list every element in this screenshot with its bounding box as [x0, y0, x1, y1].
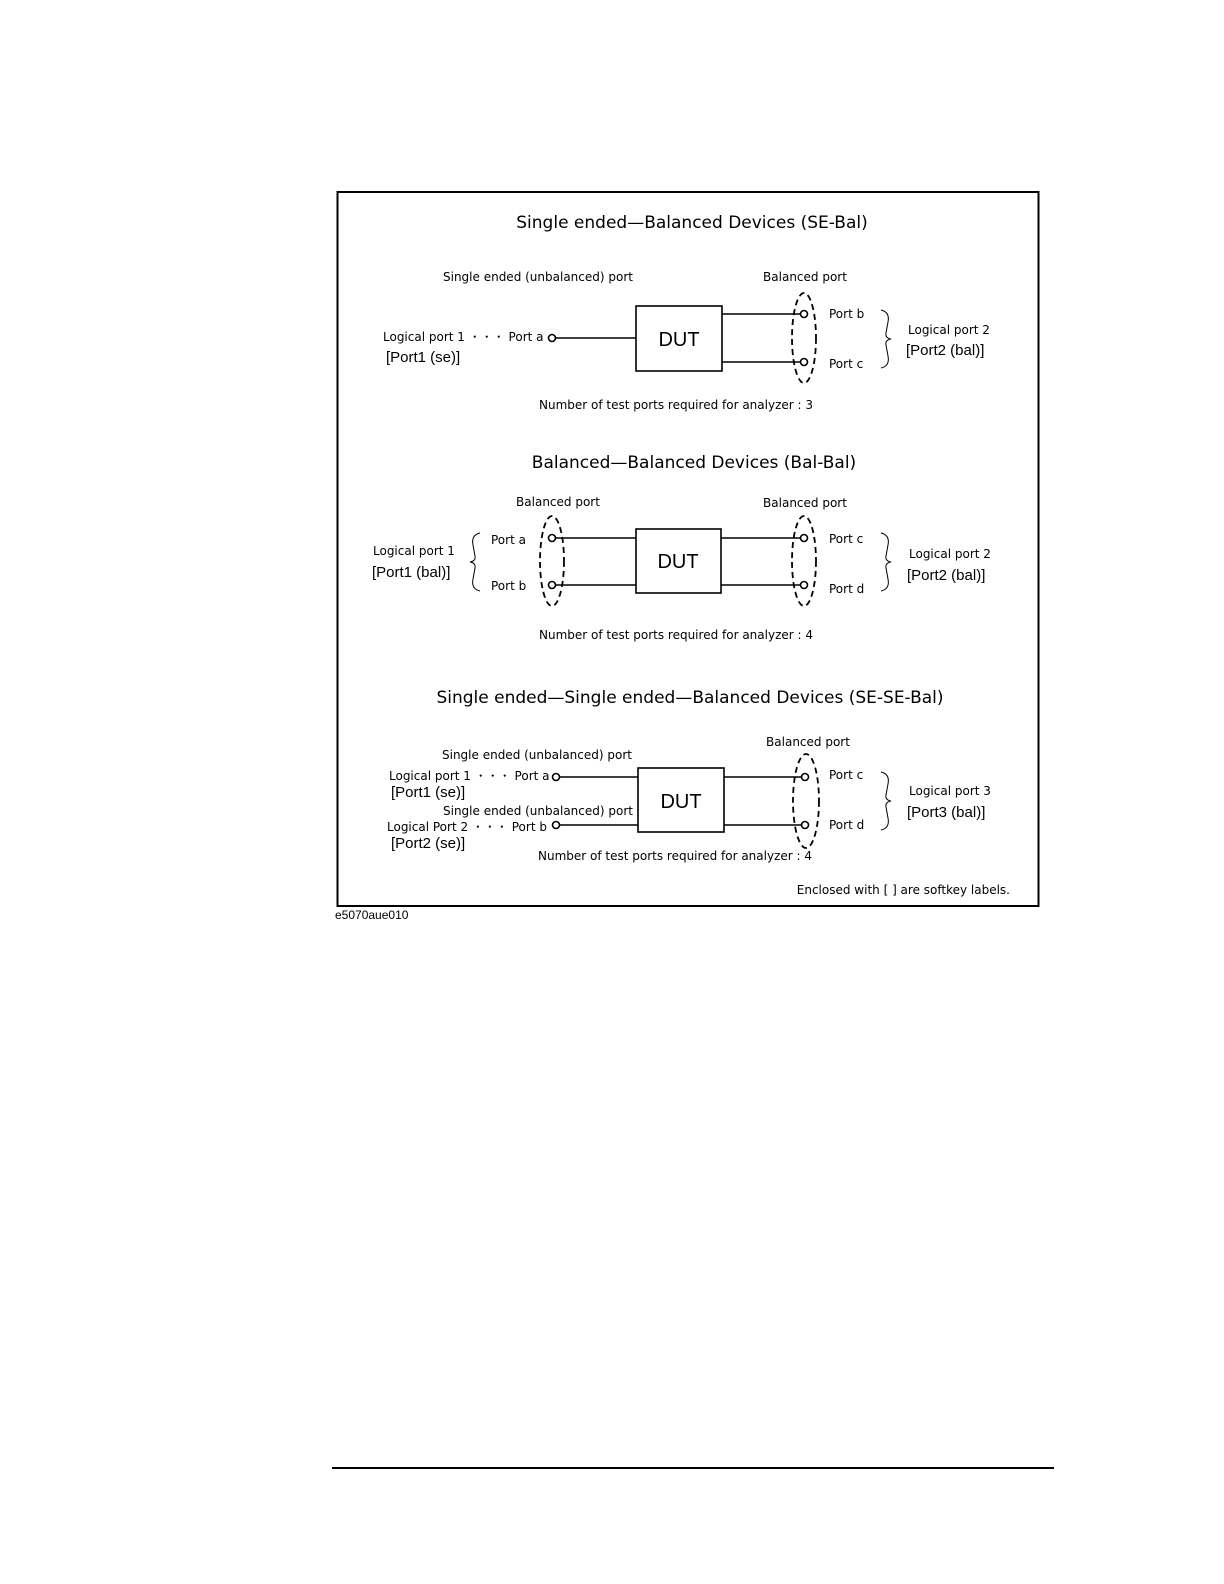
port-c-label: Port c: [829, 357, 864, 371]
terminal-port-c: [801, 535, 808, 542]
test-ports-note: Number of test ports required for analyzer : 4: [537, 849, 813, 863]
section-title: Single ended—Balanced Devices (SE-Bal): [516, 213, 868, 233]
terminal-port-b: [549, 582, 556, 589]
balanced-port-ellipse: [792, 293, 816, 383]
right-brace: [881, 772, 891, 830]
terminal-port-a: [553, 774, 560, 781]
port-b-label: Port b: [491, 579, 527, 593]
right-port-header: Balanced port: [763, 270, 847, 284]
port-b-label: Port b: [829, 307, 865, 321]
terminal-port-d: [802, 822, 809, 829]
dut-label: DUT: [660, 791, 702, 813]
right-brace: [881, 310, 891, 368]
port-d-label: Port d: [829, 818, 865, 832]
right-logical-port: Logical port 2: [909, 547, 991, 561]
terminal-port-b: [553, 822, 560, 829]
dut-label: DUT: [657, 551, 699, 573]
section-title: Balanced—Balanced Devices (Bal-Bal): [531, 453, 857, 473]
section-bal-bal: [372, 453, 991, 642]
balanced-port-ellipse: [793, 754, 819, 848]
section-title: Single ended—Single ended—Balanced Devices (SE-SE-Bal): [436, 688, 944, 708]
dut-label: DUT: [658, 329, 700, 351]
terminal-port-b: [801, 311, 808, 318]
right-softkey-label: [Port2 (bal)]: [907, 567, 986, 584]
terminal-port-c: [801, 359, 808, 366]
port-c-label: Port c: [829, 532, 864, 546]
left-brace: [470, 533, 480, 591]
port-d-label: Port d: [829, 582, 865, 596]
right-port-header: Balanced port: [763, 496, 847, 510]
test-ports-note: Number of test ports required for analyzer : 3: [538, 398, 814, 412]
right-softkey-label: [Port3 (bal)]: [907, 804, 986, 821]
terminal-port-c: [802, 774, 809, 781]
section-se-se-bal: [387, 688, 991, 863]
right-port-header: Balanced port: [766, 735, 850, 749]
left-softkey-label-bottom: [Port2 (se)]: [391, 835, 466, 852]
balanced-port-ellipse-left: [540, 516, 564, 606]
right-logical-port: Logical port 2: [908, 323, 990, 337]
terminal-port-a: [549, 335, 556, 342]
right-logical-port: Logical port 3: [909, 784, 991, 798]
left-port-header-bottom: Single ended (unbalanced) port: [443, 804, 633, 818]
left-logical-port: Logical port 1 ・・・ Port a: [383, 330, 544, 344]
terminal-port-d: [801, 582, 808, 589]
left-port-header: Balanced port: [516, 495, 600, 509]
balanced-port-ellipse-right: [792, 516, 816, 606]
section-se-bal: [383, 213, 990, 412]
left-softkey-label: [Port1 (se)]: [386, 349, 461, 366]
right-brace: [881, 533, 891, 591]
left-port-header-top: Single ended (unbalanced) port: [442, 748, 632, 762]
right-softkey-label: [Port2 (bal)]: [906, 342, 985, 359]
left-port-header: Single ended (unbalanced) port: [443, 270, 633, 284]
port-a-label: Port a: [491, 533, 526, 547]
softkey-note: Enclosed with [ ] are softkey labels.: [796, 883, 1010, 897]
left-softkey-label-top: [Port1 (se)]: [391, 784, 466, 801]
test-ports-note: Number of test ports required for analyzer : 4: [538, 628, 814, 642]
terminal-port-a: [549, 535, 556, 542]
left-logical-port-bottom: Logical Port 2 ・・・ Port b: [387, 820, 547, 834]
figure-id: e5070aue010: [335, 908, 409, 922]
footer-rule: [332, 1467, 1054, 1469]
left-softkey-label: [Port1 (bal)]: [372, 564, 451, 581]
port-c-label: Port c: [829, 768, 864, 782]
left-logical-port-top: Logical port 1 ・・・ Port a: [389, 769, 550, 783]
left-logical-port: Logical port 1: [373, 544, 455, 558]
